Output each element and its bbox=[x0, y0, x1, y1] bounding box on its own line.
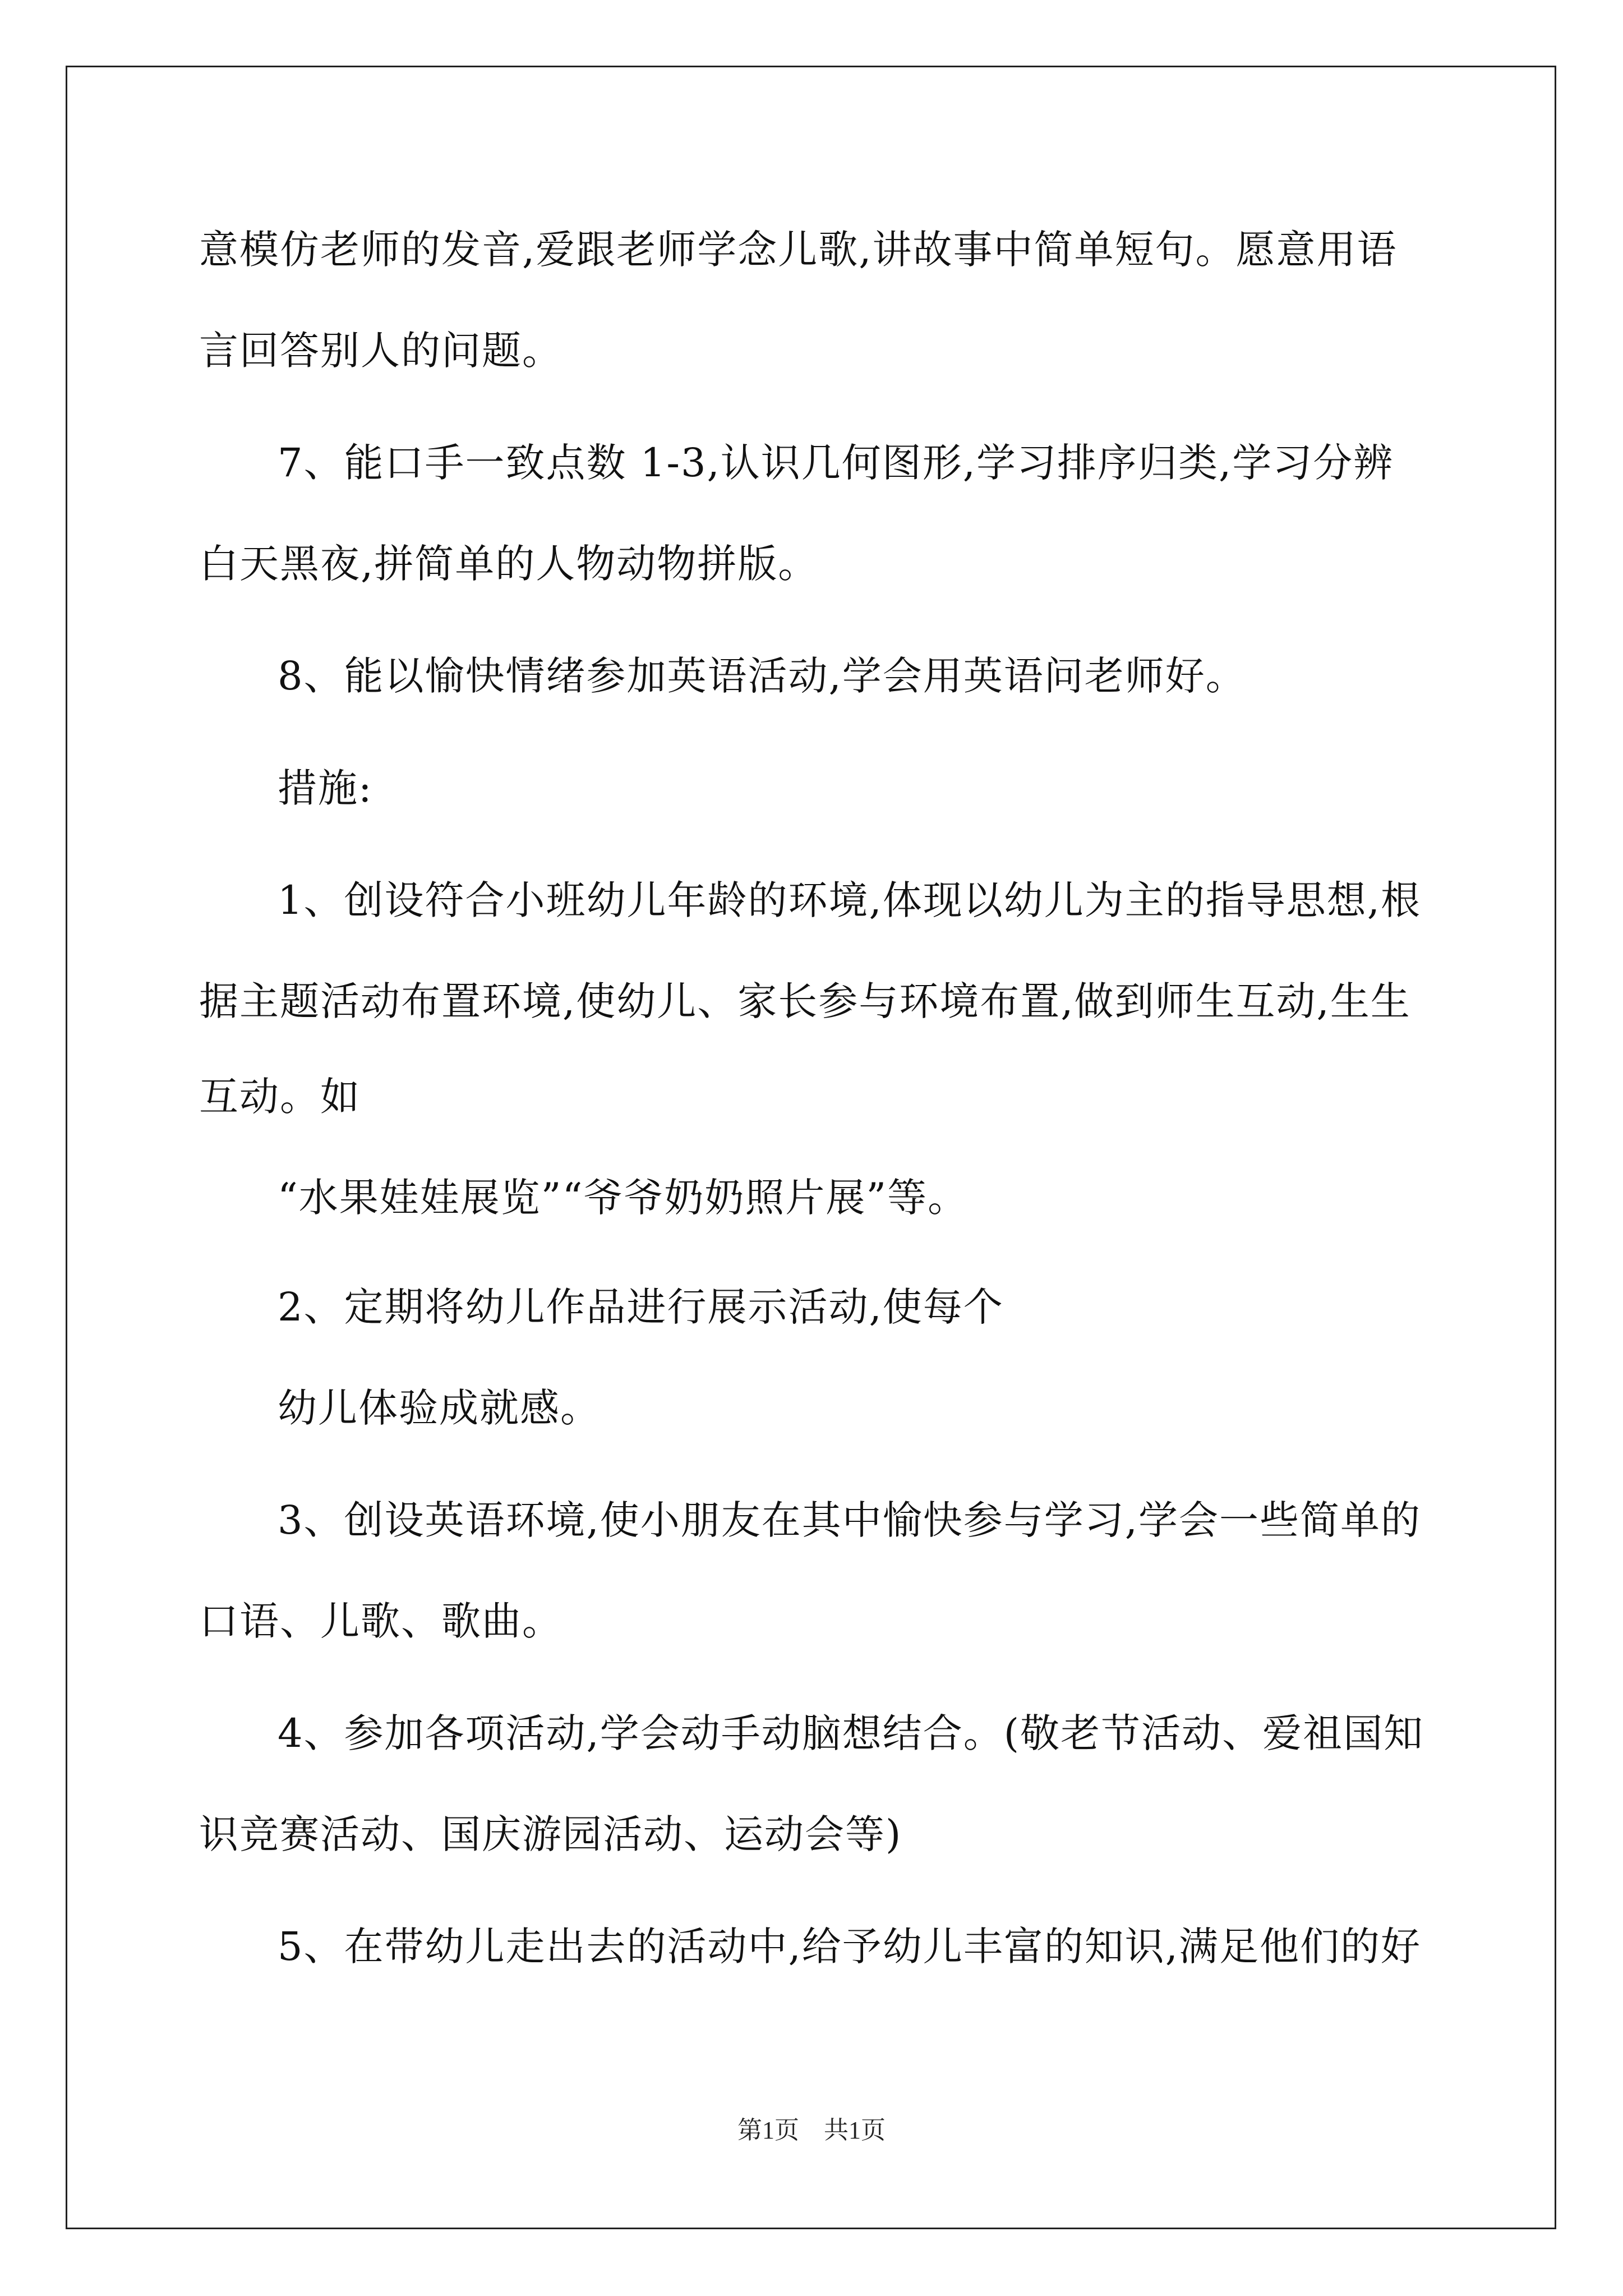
text-line: 识竞赛活动、国庆游园活动、运动会等) bbox=[199, 1811, 902, 1857]
page-footer bbox=[0, 2114, 1623, 2147]
text-line: 意模仿老师的发音,爱跟老师学念儿歌,讲故事中简单短句。愿意用语 bbox=[199, 227, 1398, 273]
text-line: 2、定期将幼儿作品进行展示活动,使每个 bbox=[278, 1284, 1004, 1330]
text-line: 幼儿体验成就感。 bbox=[278, 1385, 601, 1431]
text-line: 4、参加各项活动,学会动手动脑想结合。(敬老节活动、爱祖国知 bbox=[278, 1710, 1424, 1756]
text-line: 7、能口手一致点数 1-3,认识几何图形,学习排序归类,学习分辨 bbox=[278, 440, 1394, 486]
text-line: 口语、儿歌、歌曲。 bbox=[199, 1598, 562, 1644]
page-number: 第1页 bbox=[737, 2116, 799, 2144]
text-line: “水果娃娃展览”“爷爷奶奶照片展”等。 bbox=[278, 1175, 969, 1221]
text-line: 1、创设符合小班幼儿年龄的环境,体现以幼儿为主的指导思想,根 bbox=[278, 877, 1422, 923]
text-line: 5、在带幼儿走出去的活动中,给予幼儿丰富的知识,满足他们的好 bbox=[278, 1924, 1422, 1970]
text-line: 言回答别人的问题。 bbox=[199, 328, 562, 374]
text-line: 互动。如 bbox=[199, 1074, 361, 1120]
text-line: 白天黑夜,拼简单的人物动物拼版。 bbox=[199, 541, 819, 587]
page-border bbox=[66, 66, 1556, 2229]
section-heading: 措施: bbox=[278, 765, 373, 811]
text-line: 据主题活动布置环境,使幼儿、家长参与环境布置,做到师生互动,生生 bbox=[199, 978, 1411, 1024]
page-total: 共1页 bbox=[824, 2116, 886, 2144]
text-line: 8、能以愉快情绪参加英语活动,学会用英语问老师好。 bbox=[278, 653, 1246, 699]
text-line: 3、创设英语环境,使小朋友在其中愉快参与学习,学会一些简单的 bbox=[278, 1497, 1422, 1543]
